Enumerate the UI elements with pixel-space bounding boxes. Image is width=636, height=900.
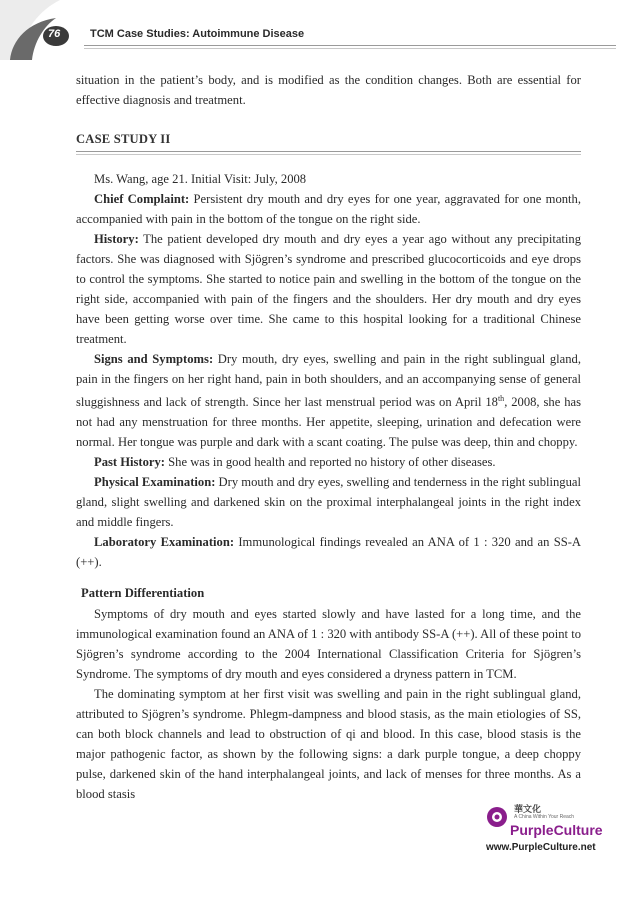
signs-text-a: Dry mouth, dry eyes, swelling and pain in the right sublingual gland, pain in the fingers on her right hand, pain in both shoulders, and an accompanying sense of general sluggishness and lack of strength. Since her last menstrual period was on April 18 (76, 352, 581, 410)
case-heading-rule (76, 151, 581, 152)
physical-exam-text: Dry mouth and dry eyes, swelling and tenderness in the right sublingual gland, slight swelling and darkened skin on the proximal interphalangeal joints in the right index and middle fingers. (76, 475, 581, 530)
history-label: History: (94, 232, 139, 246)
pattern-paragraph-1: Symptoms of dry mouth and eyes started slowly and have lasted for a long time, and the immunological examination found an ANA of 1 : 320 with antibody SS-A (++). All of these point to Sjögren’s syndrome according to the 2004 International Classification Criteria for Sjögren’s Syndrome. The symptoms of dry mouth and eyes considered a dryness pattern in TCM. (76, 607, 581, 682)
pattern-paragraph-2: The dominating symptom at her first visit was swelling and pain in the right sublingual gland, attributed to Sjögren’s syndrome. Phlegm-dampness and blood stasis, as the main etiologies of SS, can both block channels and lead to obstruction of qi and blood. In this case, blood stasis is the major pathogenic factor, as shown by the following signs: a dark purple tongue, a deep choppy pulse, darkened skin of the hand interphalangeal joints, and lack of menses for three months. As a blood stasis (76, 687, 581, 802)
lab-exam-text: Immunological findings revealed an ANA of 1 : 320 and an SS-A (++). (76, 535, 581, 570)
history-text: The patient developed dry mouth and dry eyes a year ago without any precipitating factors. She was diagnosed with Sjögren’s syndrome and prescribed glucocorticoids and eye drops to control the symptoms. She started to notice pain and swelling in the bottom of the tongue on the right side, accompanied with pain of the fingers and the shoulders. Her dry mouth and dry eyes have been getting worse over time. She came to this hospital looking for a traditional Chinese treatment. (76, 232, 581, 346)
physical-exam-label: Physical Examination: (94, 475, 216, 490)
lab-exam-label: Laboratory Examination: (94, 535, 235, 550)
running-title: TCM Case Studies: Autoimmune Disease (90, 28, 305, 40)
past-history-text: She was in good health and reported no history of other diseases. (165, 455, 496, 470)
case-heading-rule-secondary (76, 154, 581, 155)
page-number: 76 (48, 28, 61, 40)
chief-complaint-paragraph (76, 189, 581, 229)
signs-label: Signs and Symptoms: (94, 352, 214, 366)
page-header (0, 0, 636, 60)
watermark-url: www.PurpleCulture.net (486, 842, 596, 853)
watermark-chinese-text: 華文化 (514, 805, 542, 815)
page-body (76, 70, 581, 804)
header-rule (84, 45, 616, 46)
signs-ordinal-suffix: th (497, 394, 505, 403)
purpleculture-watermark (486, 800, 626, 860)
chief-complaint-text: Persistent dry mouth and dry eyes for one year, aggravated for one month, accompanied with pain in the bottom of the tongue on the right side. (76, 192, 581, 226)
header-swoosh-graphic (0, 0, 90, 60)
signs-text-b: , 2008, she has not had any menstruation for three months. Her appetite, sleeping, urination and defecation were normal. Her tongue was purple and dark with a scant coating. The pulse was deep, thin and choppy. (76, 395, 581, 450)
signs-paragraph (76, 349, 581, 452)
history-paragraph (76, 229, 581, 349)
watermark-brand: PurpleCulture (510, 822, 603, 838)
case-study-heading: CASE STUDY II (76, 132, 171, 146)
physical-exam-paragraph (76, 472, 581, 532)
header-rule-secondary (84, 48, 616, 49)
past-history-label: Past History: (94, 455, 165, 470)
past-history-paragraph (76, 452, 581, 472)
chief-complaint-label: Chief Complaint: (94, 192, 190, 206)
pattern-differentiation-heading: Pattern Differentiation (81, 586, 205, 601)
lab-exam-paragraph (76, 532, 581, 572)
patient-line: Ms. Wang, age 21. Initial Visit: July, 2008 (94, 172, 307, 186)
intro-paragraph: situation in the patient’s body, and is modified as the condition changes. Both are essential for effective diagnosis and treatment. (76, 73, 581, 107)
purpleculture-logo-icon (486, 806, 508, 828)
watermark-tagline: A China Within Your Reach (514, 814, 575, 820)
